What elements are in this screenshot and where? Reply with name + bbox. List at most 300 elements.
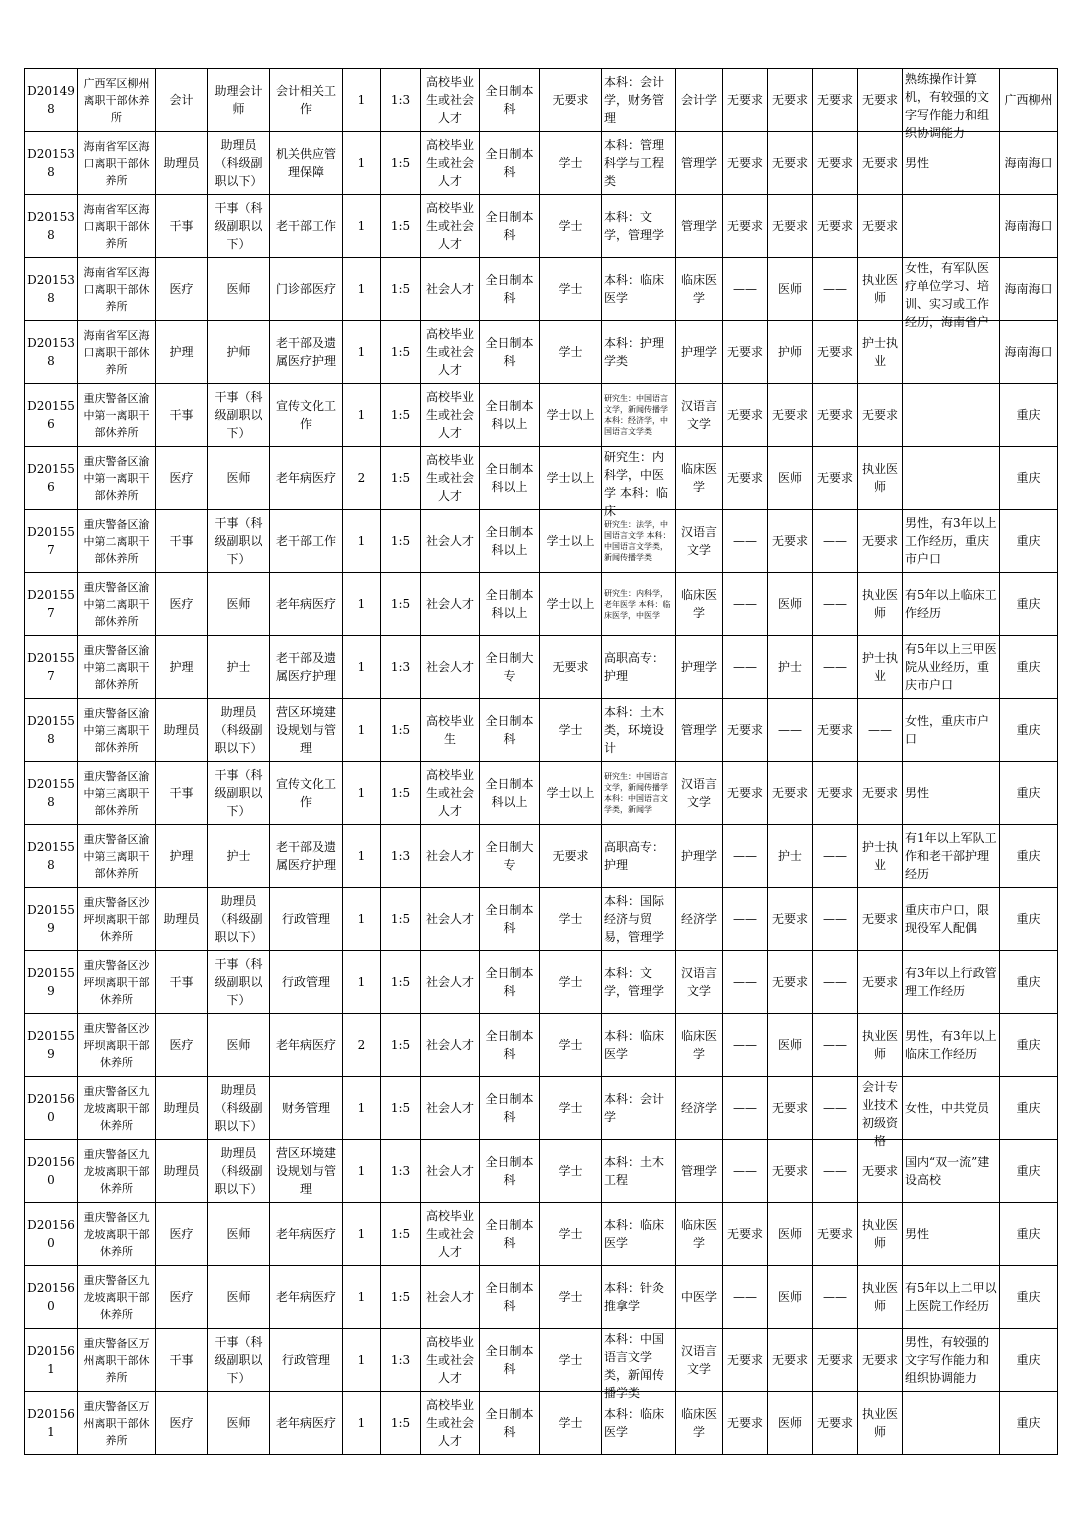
major-category-text: 临床医学 <box>680 588 717 620</box>
post-category-cell <box>156 447 208 510</box>
post-name-text: 医师 <box>226 1227 251 1241</box>
post-category-cell <box>156 1266 208 1329</box>
requirement-cell <box>723 573 768 636</box>
other-requirements-cell <box>903 1203 1000 1266</box>
certificate-cell <box>858 258 903 321</box>
requirement-text: 无要求 <box>816 219 853 233</box>
certificate-text: 执业医师 <box>861 273 898 305</box>
certificate-cell <box>858 384 903 447</box>
position-code-cell <box>25 636 78 699</box>
position-code-text: D201557 <box>27 651 75 683</box>
unit-name-text: 重庆警备区渝中第二离职干部休养所 <box>83 643 150 691</box>
candidate-source-cell <box>421 825 480 888</box>
requirement-cell <box>813 762 858 825</box>
post-category-text: 医疗 <box>169 597 194 611</box>
unit-name-text: 重庆警备区万州离职干部休养所 <box>83 1336 150 1384</box>
education-major-text: 研究生：中国语言文学，新闻传播学 本科：中国语言文学类，新闻学 <box>604 772 668 814</box>
degree-text: 学士以上 <box>546 597 595 611</box>
requirement-text: 无要求 <box>816 1227 853 1241</box>
requirement-cell <box>723 1077 768 1140</box>
exam-ratio-cell <box>381 699 421 762</box>
hiring-count-text: 1 <box>357 1227 366 1241</box>
unit-name-cell <box>78 1014 156 1077</box>
table-row <box>25 573 1058 636</box>
qualification-text: 医师 <box>777 471 802 485</box>
job-duty-text: 老年病医疗 <box>275 1290 336 1304</box>
study-form-text: 全日制本科 <box>485 1155 534 1187</box>
job-duty-cell <box>270 951 343 1014</box>
work-location-text: 重庆 <box>1016 1353 1041 1367</box>
requirement-cell <box>723 825 768 888</box>
unit-name-cell <box>78 1329 156 1392</box>
position-code-cell <box>25 951 78 1014</box>
major-category-text: 汉语言文学 <box>680 1344 717 1376</box>
candidate-source-text: 高校毕业生或社会人才 <box>425 1398 474 1448</box>
certificate-text: 无要求 <box>861 975 898 989</box>
hiring-count-cell <box>343 510 381 573</box>
requirement-text: 无要求 <box>726 471 763 485</box>
job-duty-text: 营区环境建设规划与管理 <box>275 705 336 755</box>
exam-ratio-text: 1:5 <box>390 912 411 926</box>
work-location-cell <box>1000 1392 1058 1455</box>
other-requirements-text: 男性 <box>905 786 930 800</box>
exam-ratio-cell <box>381 825 421 888</box>
requirement-cell <box>723 1392 768 1455</box>
exam-ratio-cell <box>381 1077 421 1140</box>
certificate-text: 无要求 <box>861 219 898 233</box>
hiring-count-cell <box>343 195 381 258</box>
post-name-text: 医师 <box>226 597 251 611</box>
certificate-cell <box>858 1392 903 1455</box>
qualification-cell <box>768 636 813 699</box>
work-location-text: 海南海口 <box>1004 156 1053 170</box>
post-category-cell <box>156 258 208 321</box>
degree-cell <box>540 384 602 447</box>
degree-text: 无要求 <box>552 93 589 107</box>
work-location-cell <box>1000 1203 1058 1266</box>
qualification-cell <box>768 699 813 762</box>
requirement-cell <box>723 1140 768 1203</box>
degree-text: 学士 <box>558 1101 583 1115</box>
candidate-source-text: 高校毕业生或社会人才 <box>425 453 474 503</box>
major-category-cell <box>676 384 723 447</box>
certificate-cell <box>858 1329 903 1392</box>
post-name-cell <box>208 195 270 258</box>
hiring-count-text: 1 <box>357 912 366 926</box>
post-name-text: 干事（科级副职以下） <box>214 390 263 440</box>
requirement-text: 无要求 <box>816 345 853 359</box>
hiring-count-cell <box>343 69 381 132</box>
post-name-text: 干事（科级副职以下） <box>214 516 263 566</box>
job-duty-cell <box>270 636 343 699</box>
hiring-count-cell <box>343 1392 381 1455</box>
other-requirements-cell <box>903 384 1000 447</box>
requirement-cell <box>813 1140 858 1203</box>
position-code-text: D201498 <box>27 84 75 116</box>
requirement-text: 无要求 <box>726 219 763 233</box>
requirement-text: —— <box>823 975 847 989</box>
certificate-cell <box>858 951 903 1014</box>
candidate-source-cell <box>421 1203 480 1266</box>
study-form-cell <box>480 951 540 1014</box>
position-code-cell <box>25 1014 78 1077</box>
candidate-source-text: 社会人才 <box>425 975 474 989</box>
certificate-text: 执业医师 <box>861 1407 898 1439</box>
unit-name-cell <box>78 258 156 321</box>
post-category-text: 护理 <box>169 345 194 359</box>
unit-name-text: 重庆警备区渝中第二离职干部休养所 <box>83 517 150 565</box>
unit-name-cell <box>78 447 156 510</box>
other-requirements-cell <box>903 762 1000 825</box>
study-form-text: 全日制本科 <box>485 1407 534 1439</box>
job-duty-text: 老年病医疗 <box>275 1416 336 1430</box>
education-major-text: 本科：会计学 <box>604 1092 665 1124</box>
table-row <box>25 699 1058 762</box>
qualification-cell <box>768 195 813 258</box>
other-requirements-cell <box>903 1329 1000 1392</box>
major-category-text: 临床医学 <box>680 1029 717 1061</box>
requirement-text: —— <box>823 1101 847 1115</box>
job-duty-cell <box>270 132 343 195</box>
post-category-cell <box>156 321 208 384</box>
qualification-text: 医师 <box>777 1227 802 1241</box>
post-name-cell <box>208 258 270 321</box>
other-requirements-text: 有5年以上三甲医院从业经历，重庆市户口 <box>905 642 997 692</box>
exam-ratio-cell <box>381 1392 421 1455</box>
degree-cell <box>540 1392 602 1455</box>
table-row <box>25 951 1058 1014</box>
study-form-cell <box>480 384 540 447</box>
degree-cell <box>540 69 602 132</box>
education-major-cell <box>602 951 676 1014</box>
post-name-cell <box>208 1203 270 1266</box>
degree-cell <box>540 573 602 636</box>
candidate-source-cell <box>421 258 480 321</box>
qualification-cell <box>768 321 813 384</box>
hiring-count-cell <box>343 384 381 447</box>
other-requirements-cell <box>903 888 1000 951</box>
post-category-cell <box>156 132 208 195</box>
certificate-cell <box>858 636 903 699</box>
requirement-text: —— <box>733 660 757 674</box>
post-category-text: 会计 <box>169 93 194 107</box>
position-code-text: D201559 <box>27 966 75 998</box>
exam-ratio-text: 1:5 <box>390 1101 411 1115</box>
certificate-cell <box>858 1266 903 1329</box>
exam-ratio-text: 1:5 <box>390 345 411 359</box>
unit-name-cell <box>78 888 156 951</box>
work-location-text: 广西柳州 <box>1004 93 1053 107</box>
requirement-text: —— <box>733 1290 757 1304</box>
qualification-text: 医师 <box>777 1290 802 1304</box>
degree-cell <box>540 888 602 951</box>
work-location-cell <box>1000 825 1058 888</box>
degree-text: 无要求 <box>552 849 589 863</box>
study-form-cell <box>480 636 540 699</box>
work-location-cell <box>1000 699 1058 762</box>
exam-ratio-text: 1:5 <box>390 723 411 737</box>
hiring-count-text: 1 <box>357 282 366 296</box>
other-requirements-cell <box>903 1077 1000 1140</box>
exam-ratio-cell <box>381 321 421 384</box>
qualification-text: 无要求 <box>771 93 808 107</box>
position-code-text: D201558 <box>27 714 75 746</box>
requirement-cell <box>813 258 858 321</box>
other-requirements-text: 男性 <box>905 1227 930 1241</box>
degree-cell <box>540 132 602 195</box>
post-category-text: 医疗 <box>169 471 194 485</box>
requirement-text: 无要求 <box>816 723 853 737</box>
work-location-text: 重庆 <box>1016 408 1041 422</box>
major-category-text: 汉语言文学 <box>680 525 717 557</box>
education-major-text: 本科：中国语言文学类，新闻传播学类 <box>604 1331 665 1400</box>
major-category-cell <box>676 636 723 699</box>
unit-name-cell <box>78 510 156 573</box>
candidate-source-text: 高校毕业生或社会人才 <box>425 327 474 377</box>
qualification-text: 无要求 <box>771 912 808 926</box>
study-form-text: 全日制大专 <box>485 840 534 872</box>
certificate-cell <box>858 69 903 132</box>
study-form-cell <box>480 69 540 132</box>
hiring-count-cell <box>343 825 381 888</box>
degree-cell <box>540 951 602 1014</box>
other-requirements-text: 有1年以上军队工作和老干部护理经历 <box>905 831 997 881</box>
requirement-cell <box>723 447 768 510</box>
post-category-cell <box>156 69 208 132</box>
post-category-cell <box>156 510 208 573</box>
position-code-text: D201557 <box>27 525 75 557</box>
requirement-cell <box>813 951 858 1014</box>
requirement-cell <box>813 447 858 510</box>
requirement-cell <box>723 1329 768 1392</box>
unit-name-text: 重庆警备区渝中第三离职干部休养所 <box>83 706 150 754</box>
study-form-cell <box>480 447 540 510</box>
requirement-cell <box>723 69 768 132</box>
qualification-text: 无要求 <box>771 156 808 170</box>
education-major-text: 研究生：内科学，中医学 本科：临床 <box>604 449 668 518</box>
certificate-text: 无要求 <box>861 534 898 548</box>
certificate-text: 会计专业技术初级资格 <box>861 1079 898 1148</box>
certificate-cell <box>858 573 903 636</box>
qualification-text: 医师 <box>777 1038 802 1052</box>
candidate-source-cell <box>421 447 480 510</box>
education-major-text: 本科：临床医学 <box>604 1407 665 1439</box>
education-major-text: 本科：会计学，财务管理 <box>604 75 665 125</box>
table-row <box>25 636 1058 699</box>
post-name-cell <box>208 1140 270 1203</box>
post-category-cell <box>156 1203 208 1266</box>
post-category-cell <box>156 1140 208 1203</box>
position-code-text: D201558 <box>27 777 75 809</box>
certificate-cell <box>858 888 903 951</box>
qualification-cell <box>768 1077 813 1140</box>
position-code-text: D201538 <box>27 273 75 305</box>
requirement-text: —— <box>823 1290 847 1304</box>
qualification-cell <box>768 510 813 573</box>
candidate-source-text: 高校毕业生或社会人才 <box>425 75 474 125</box>
degree-text: 学士以上 <box>546 471 595 485</box>
certificate-cell <box>858 825 903 888</box>
certificate-cell <box>858 447 903 510</box>
work-location-cell <box>1000 888 1058 951</box>
education-major-cell <box>602 510 676 573</box>
degree-text: 学士 <box>558 723 583 737</box>
table-row <box>25 888 1058 951</box>
post-name-text: 医师 <box>226 1290 251 1304</box>
certificate-text: 护士执业 <box>861 651 898 683</box>
position-code-cell <box>25 573 78 636</box>
job-duty-text: 财务管理 <box>281 1101 330 1115</box>
degree-text: 学士 <box>558 345 583 359</box>
qualification-cell <box>768 1329 813 1392</box>
unit-name-text: 重庆警备区沙坪坝离职干部休养所 <box>83 958 150 1006</box>
job-duty-cell <box>270 1140 343 1203</box>
candidate-source-text: 高校毕业生或社会人才 <box>425 201 474 251</box>
post-category-cell <box>156 384 208 447</box>
hiring-count-cell <box>343 1014 381 1077</box>
degree-cell <box>540 510 602 573</box>
candidate-source-text: 社会人才 <box>425 282 474 296</box>
other-requirements-cell <box>903 636 1000 699</box>
job-duty-text: 门诊部医疗 <box>275 282 336 296</box>
major-category-text: 管理学 <box>680 219 717 233</box>
study-form-text: 全日制本科以上 <box>485 777 534 809</box>
education-major-cell <box>602 447 676 518</box>
unit-name-text: 海南省军区海口离职干部休养所 <box>83 139 150 187</box>
certificate-text: —— <box>868 723 892 737</box>
education-major-text: 研究生：法学，中国语言文学 本科：中国语言文学类，新闻传播学类 <box>604 520 671 562</box>
position-code-cell <box>25 699 78 762</box>
qualification-cell <box>768 825 813 888</box>
study-form-text: 全日制本科以上 <box>485 525 534 557</box>
hiring-count-text: 1 <box>357 1353 366 1367</box>
study-form-text: 全日制本科以上 <box>485 399 534 431</box>
candidate-source-cell <box>421 195 480 258</box>
requirement-text: 无要求 <box>726 786 763 800</box>
requirement-cell <box>723 195 768 258</box>
candidate-source-text: 社会人才 <box>425 1101 474 1115</box>
degree-cell <box>540 1014 602 1077</box>
requirement-cell <box>723 384 768 447</box>
requirement-text: 无要求 <box>726 408 763 422</box>
position-code-cell <box>25 384 78 447</box>
exam-ratio-text: 1:5 <box>390 156 411 170</box>
job-duty-text: 行政管理 <box>281 1353 330 1367</box>
other-requirements-cell <box>903 447 1000 510</box>
other-requirements-cell <box>903 573 1000 636</box>
exam-ratio-cell <box>381 510 421 573</box>
job-duty-cell <box>270 1392 343 1455</box>
study-form-cell <box>480 510 540 573</box>
study-form-cell <box>480 132 540 195</box>
job-duty-cell <box>270 258 343 321</box>
position-code-text: D201538 <box>27 336 75 368</box>
hiring-count-cell <box>343 258 381 321</box>
candidate-source-text: 高校毕业生或社会人才 <box>425 768 474 818</box>
education-major-text: 本科：护理学类 <box>604 336 665 368</box>
study-form-cell <box>480 762 540 825</box>
exam-ratio-cell <box>381 1203 421 1266</box>
major-category-text: 护理学 <box>680 849 717 863</box>
post-category-cell <box>156 825 208 888</box>
hiring-count-text: 1 <box>357 975 366 989</box>
major-category-cell <box>676 195 723 258</box>
work-location-cell <box>1000 195 1058 258</box>
work-location-text: 重庆 <box>1016 1416 1041 1430</box>
table-row <box>25 1392 1058 1455</box>
post-category-text: 干事 <box>169 219 194 233</box>
position-code-cell <box>25 1203 78 1266</box>
qualification-text: 护士 <box>777 849 802 863</box>
job-duty-text: 老年病医疗 <box>275 1227 336 1241</box>
exam-ratio-text: 1:5 <box>390 597 411 611</box>
post-category-text: 干事 <box>169 786 194 800</box>
post-category-text: 助理员 <box>163 1101 200 1115</box>
education-major-text: 本科：临床医学 <box>604 273 665 305</box>
requirement-text: —— <box>823 1164 847 1178</box>
requirement-cell <box>813 384 858 447</box>
position-code-cell <box>25 510 78 573</box>
post-category-text: 医疗 <box>169 1227 194 1241</box>
study-form-cell <box>480 1392 540 1455</box>
post-category-cell <box>156 1077 208 1140</box>
education-major-text: 本科：土木工程 <box>604 1155 665 1187</box>
other-requirements-text: 男性 <box>905 156 930 170</box>
degree-text: 学士 <box>558 1416 583 1430</box>
study-form-text: 全日制本科 <box>485 903 534 935</box>
education-major-text: 本科：管理科学与工程类 <box>604 138 665 188</box>
post-name-cell <box>208 888 270 951</box>
qualification-cell <box>768 762 813 825</box>
post-name-cell <box>208 825 270 888</box>
degree-text: 学士 <box>558 1164 583 1178</box>
post-name-cell <box>208 762 270 825</box>
candidate-source-cell <box>421 888 480 951</box>
unit-name-text: 重庆警备区九龙坡离职干部休养所 <box>83 1147 150 1195</box>
requirement-text: —— <box>733 849 757 863</box>
job-duty-text: 老干部及遗属医疗护理 <box>275 840 336 872</box>
position-code-text: D201560 <box>27 1092 75 1124</box>
education-major-cell <box>602 636 676 699</box>
degree-cell <box>540 195 602 258</box>
major-category-cell <box>676 510 723 573</box>
job-table <box>24 68 1058 1455</box>
work-location-text: 重庆 <box>1016 660 1041 674</box>
job-duty-text: 宣传文化工作 <box>275 399 336 431</box>
post-name-text: 干事（科级副职以下） <box>214 768 263 818</box>
job-duty-cell <box>270 1203 343 1266</box>
requirement-text: —— <box>823 849 847 863</box>
exam-ratio-text: 1:3 <box>390 1353 411 1367</box>
qualification-cell <box>768 1014 813 1077</box>
post-name-text: 助理员（科级副职以下） <box>214 705 263 755</box>
unit-name-text: 重庆警备区万州离职干部休养所 <box>83 1399 150 1447</box>
exam-ratio-text: 1:5 <box>390 1227 411 1241</box>
requirement-text: 无要求 <box>816 1416 853 1430</box>
work-location-cell <box>1000 321 1058 384</box>
work-location-text: 重庆 <box>1016 786 1041 800</box>
post-category-text: 助理员 <box>163 723 200 737</box>
job-duty-text: 行政管理 <box>281 975 330 989</box>
degree-cell <box>540 447 602 510</box>
hiring-count-text: 1 <box>357 1101 366 1115</box>
job-duty-cell <box>270 888 343 951</box>
major-category-text: 经济学 <box>680 1101 717 1115</box>
hiring-count-text: 1 <box>357 849 366 863</box>
table-row <box>25 258 1058 321</box>
education-major-cell <box>602 573 676 636</box>
requirement-cell <box>813 1329 858 1392</box>
